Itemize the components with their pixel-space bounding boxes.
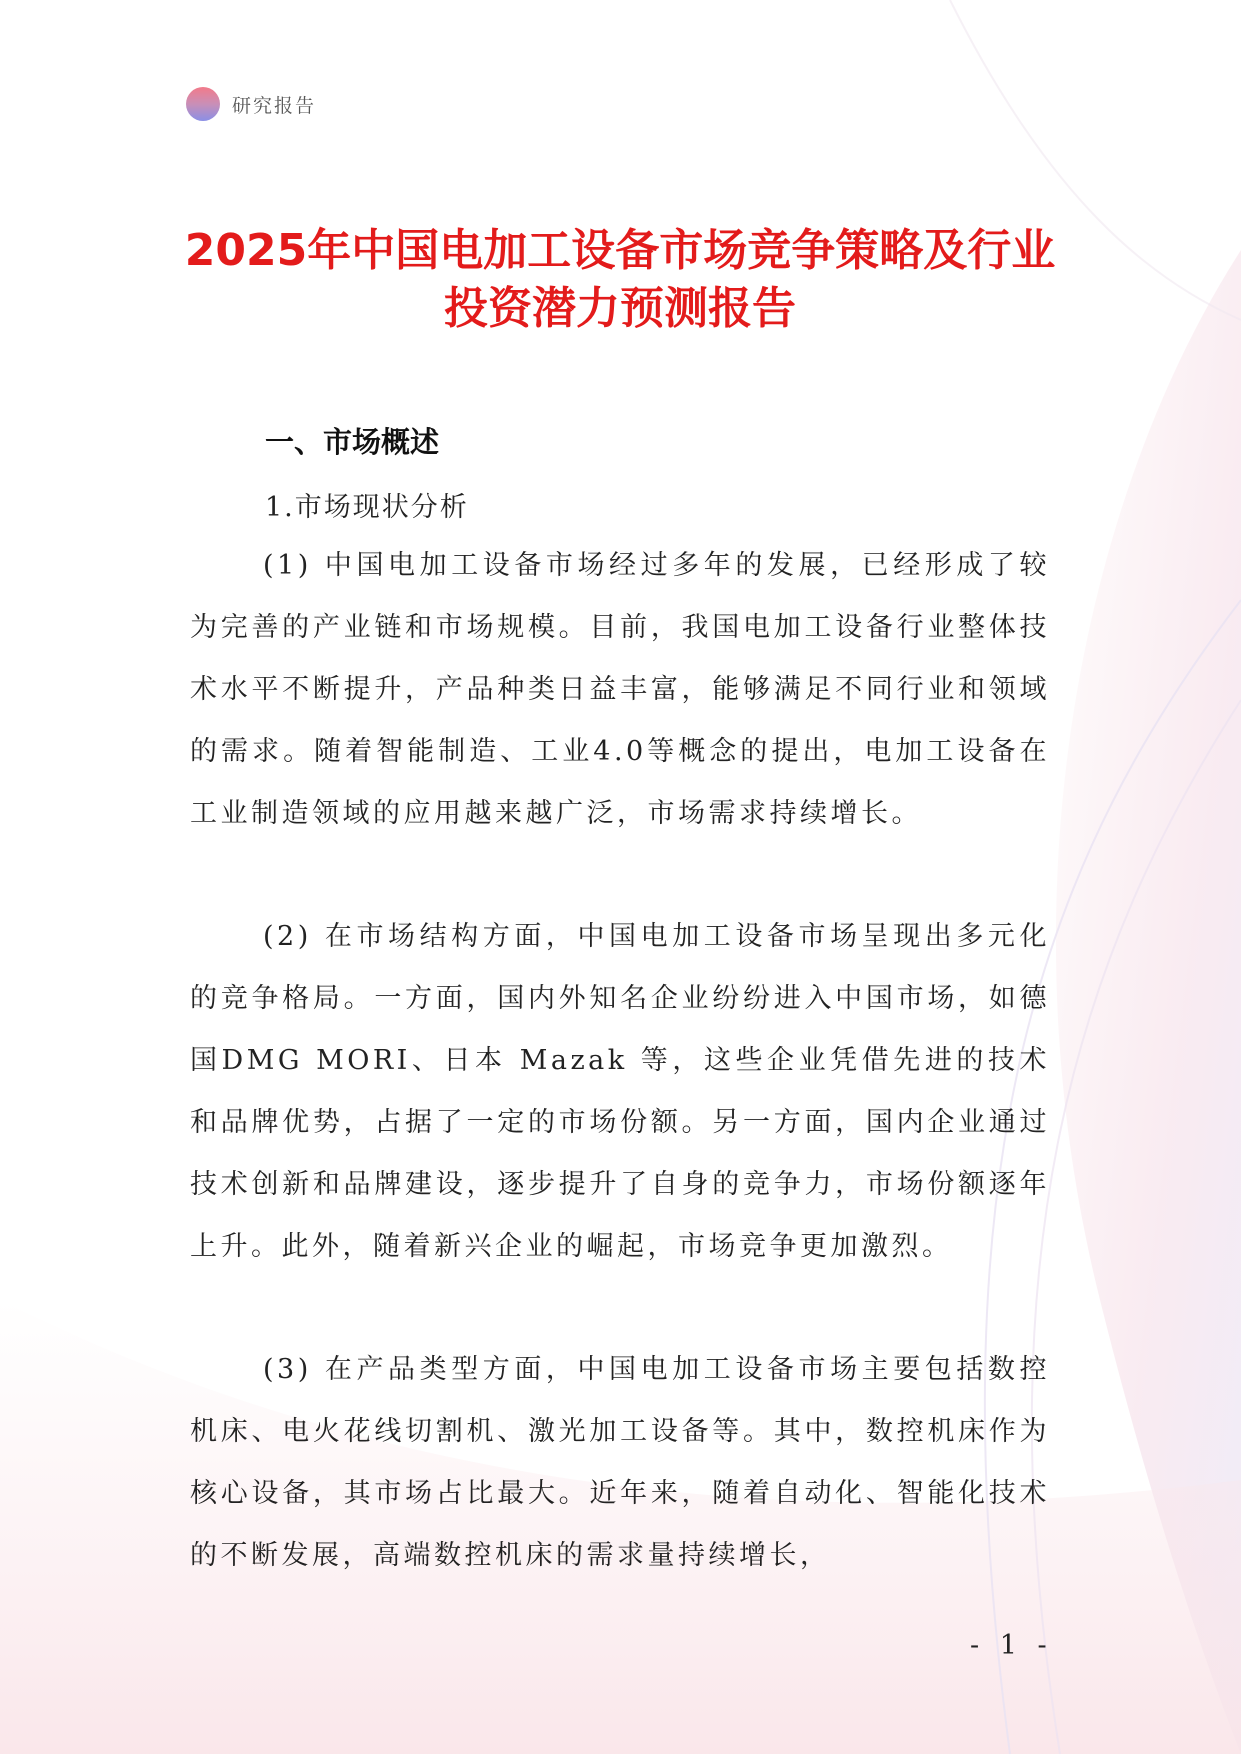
subsection-heading: 1.市场现状分析 <box>265 492 469 523</box>
paragraph-1: (1) 中国电加工设备市场经过多年的发展，已经形成了较为完善的产业链和市场规模。目前，我国电加工设备行业整体技术水平不断提升，产品种类日益丰富，能够满足不同行业和领域的需求。随着智能制造、工业4.0等概念的提出，电加工设备在工业制造领域的应用越来越广泛，市场需求持续增长。 <box>190 550 1050 829</box>
document-title: 2025年中国电加工设备市场竞争策略及行业投资潜力预测报告 <box>184 225 1056 334</box>
badge-circle-icon <box>186 87 220 121</box>
paragraph-2: (2) 在市场结构方面，中国电加工设备市场呈现出多元化的竞争格局。一方面，国内外知名企业纷纷进入中国市场，如德国DMG MORI、日本 Mazak 等，这些企业凭借先进的技术和品牌优势，占据了一定的市场份额。另一方面，国内企业通过技术创新和品牌建设，逐步提升了自身的竞争力，市场份额逐年上升。此外，随着新兴企业的崛起，市场竞争更加激烈。 <box>190 921 1050 1262</box>
section-heading: 一、市场概述 <box>265 425 440 459</box>
page-number: - 1 - <box>970 1630 1053 1661</box>
report-badge <box>186 87 316 121</box>
paragraph-3: (3) 在产品类型方面，中国电加工设备市场主要包括数控机床、电火花线切割机、激光加工设备等。其中，数控机床作为核心设备，其市场占比最大。近年来，随着自动化、智能化技术的不断发展，高端数控机床的需求量持续增长， <box>190 1354 1050 1571</box>
badge-label: 研究报告 <box>232 94 317 117</box>
